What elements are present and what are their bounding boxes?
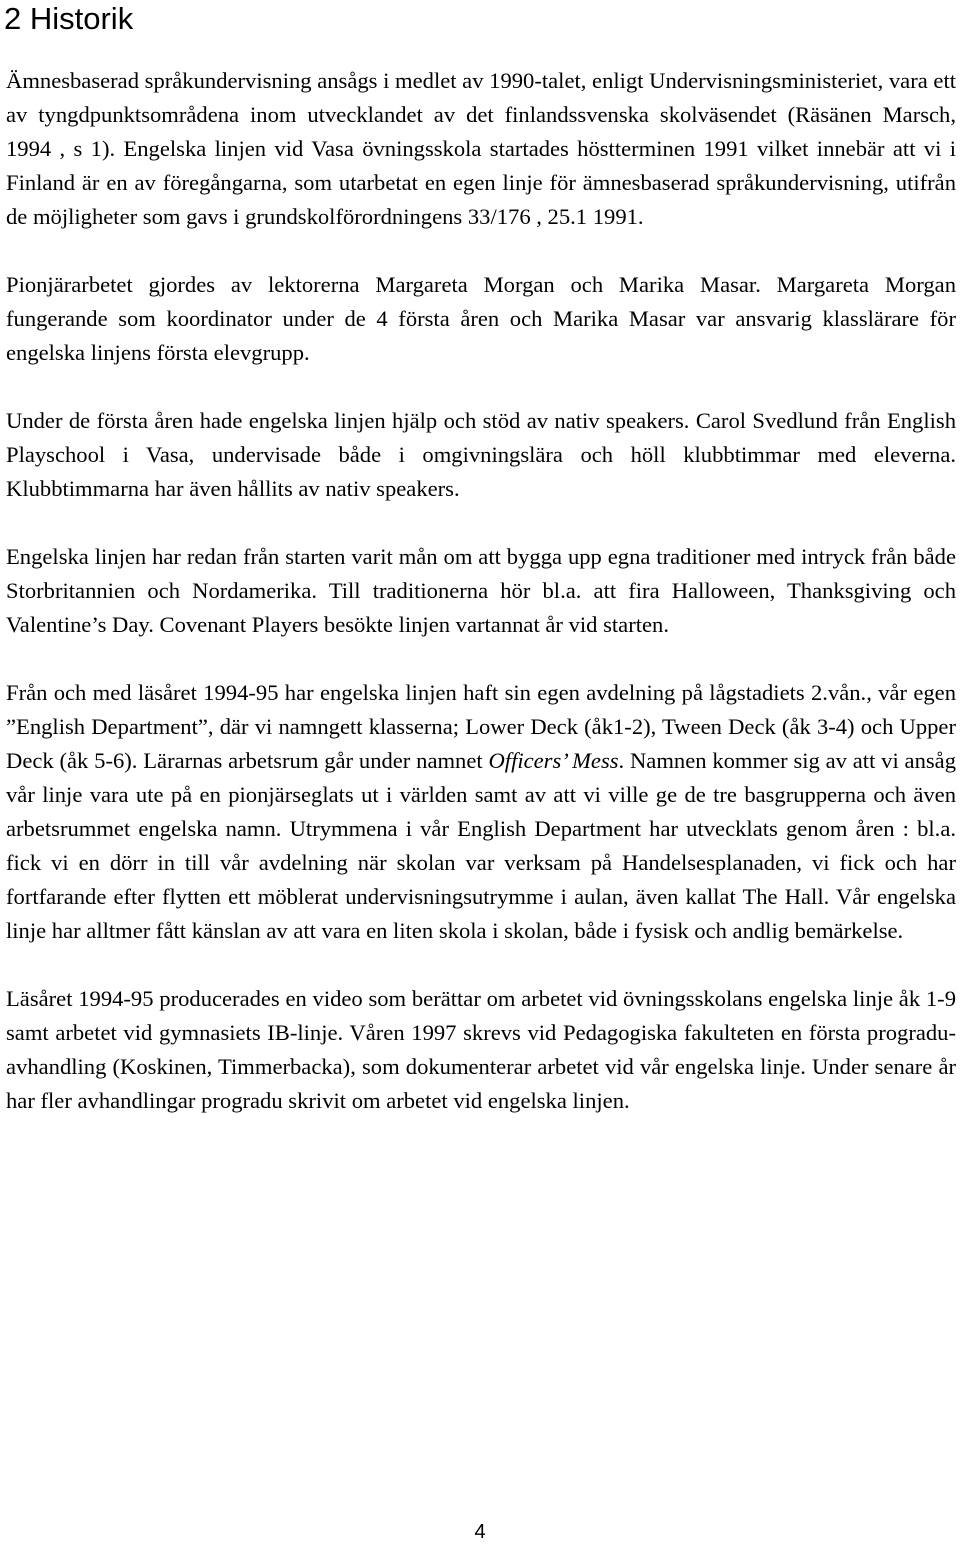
paragraph-video-thesis: Läsåret 1994-95 producerades en video som berättar om arbetet vid övningsskolans engelska linje åk 1-9 samt arbetet vid gymnasiets IB-linje. Våren 1997 skrevs vid Pedagogiska fakulteten en första progradu-avhandling (Koskinen, Timmerbacka), som dokumenterar arbetet vid vår engelska linje. Under senare år har fler avhandlingar progradu skrivit om arbetet vid engelska linjen. (6, 986, 956, 1113)
paragraph-pioneers: Pionjärarbetet gjordes av lektorerna Margareta Morgan och Marika Masar. Margareta Morgan fungerande som koordinator under de 4 första åren och Marika Masar var ansvarig klasslärare för engelska linjens första elevgrupp. (6, 272, 956, 365)
paragraph-english-department-part-1: Från och med läsåret 1994-95 har engelska linjen haft sin egen avdelning på lågstadiets 2.vån., vår egen ”English Department”, där vi namngett klasserna; Lower Deck (åk1-2), Tween Deck (åk 3-4) och Upper Deck (åk 5-6). Lärarnas arbetsrum går under namnet (6, 680, 956, 773)
paragraph-intro: Ämnesbaserad språkundervisning ansågs i medlet av 1990-talet, enligt Undervisningsministeriet, vara ett av tyngdpunktsområdena inom utvecklandet av det finlandssvenska skolväsendet (Räsänen Marsch, 1994 , s 1). Engelska linjen vid Vasa övningsskola startades höstterminen 1991 vilket innebär att vi i Finland är en av föregångarna, som utarbetat en egen linje för ämnesbaserad språkundervisning, utifrån de möjligheter som gavs i grundskolförordningens 33/176 , 25.1 1991. (6, 68, 956, 229)
section-heading: 2 Historik (4, 1, 134, 36)
paragraph-traditions: Engelska linjen har redan från starten varit mån om att bygga upp egna traditioner med intryck från både Storbritannien och Nordamerika. Till traditionerna hör bl.a. att fira Halloween, Thanksgiving och Valentine’s Day. Covenant Players besökte linjen vartannat år vid starten. (6, 544, 956, 637)
officers-mess-term: Officers’ Mess (488, 748, 619, 773)
paragraph-english-department (6, 676, 956, 948)
paragraph-native-speakers: Under de första åren hade engelska linjen hjälp och stöd av nativ speakers. Carol Svedlund från English Playschool i Vasa, undervisade både i omgivningslära och höll klubbtimmar med eleverna. Klubbtimmarna har även hållits av nativ speakers. (6, 408, 956, 501)
page-number: 4 (474, 1521, 486, 1543)
paragraph-english-department-part-2: . Namnen kommer sig av att vi ansåg vår linje vara ute på en pionjärseglats ut i världen samt av att vi ville ge de tre basgrupperna och även arbetsrummet engelska namn. Utrymmena i vår English Department har utvecklats genom åren : bl.a. fick vi en dörr in till vår avdelning när skolan var verksam på Handelsesplanaden, vi fick och har fortfarande efter flytten ett möblerat undervisningsutrymme i aulan, även kallat The Hall. Vår engelska linje har alltmer fått känslan av att vara en liten skola i skolan, både i fysisk och andlig bemärkelse. (6, 748, 956, 943)
body-text (6, 64, 956, 1152)
